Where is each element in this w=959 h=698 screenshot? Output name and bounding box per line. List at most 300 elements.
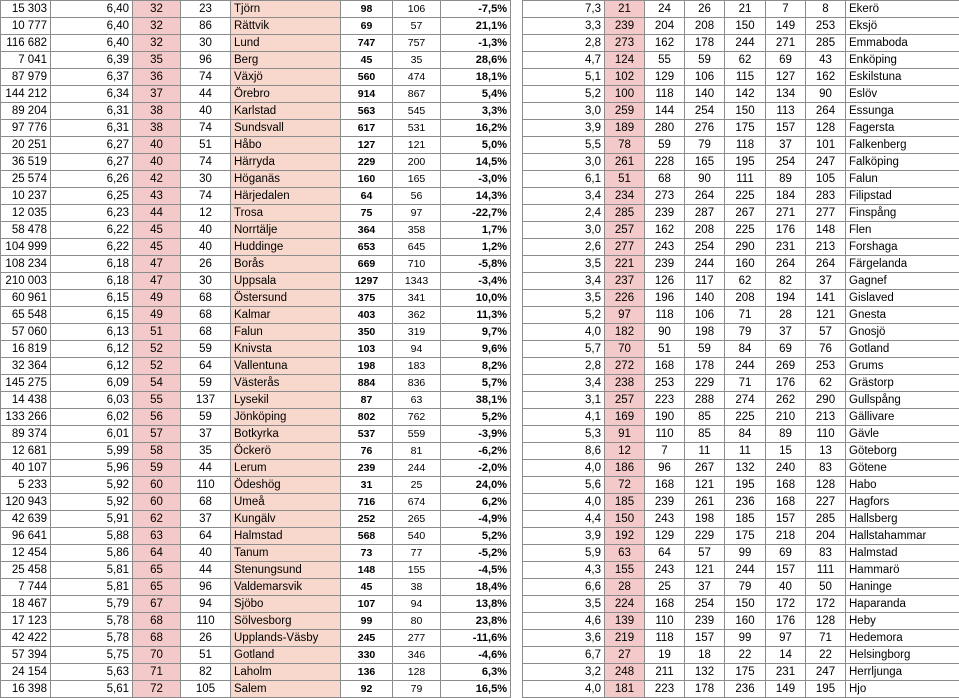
table-row [523, 341, 959, 358]
population-cell: 15 303 [1, 1, 51, 18]
municipality-name-cell: Karlstad [231, 103, 341, 120]
municipality-name-cell: Hallstahammar [846, 528, 959, 545]
change-rank-cell: 105 [181, 681, 231, 698]
rank-cell: 157 [766, 511, 806, 528]
table-row [523, 290, 959, 307]
rank-cell: 178 [685, 35, 725, 52]
score-cell: 6,09 [51, 375, 133, 392]
table-row [1, 426, 511, 443]
municipality-name-cell: Gagnef [846, 273, 959, 290]
count-current-cell: 45 [341, 579, 393, 596]
rank-cell: 43 [133, 188, 181, 205]
score-cell: 3,0 [523, 154, 605, 171]
rank-cell: 204 [645, 18, 685, 35]
rank-cell: 19 [645, 647, 685, 664]
score-cell: 5,92 [51, 494, 133, 511]
score-cell: 6,31 [51, 103, 133, 120]
count-previous-cell: 57 [393, 18, 441, 35]
count-current-cell: 245 [341, 630, 393, 647]
rank-cell: 100 [605, 86, 645, 103]
rank-cell: 190 [645, 409, 685, 426]
municipality-name-cell: Gislaved [846, 290, 959, 307]
population-cell: 5 233 [1, 477, 51, 494]
rank-cell: 55 [133, 392, 181, 409]
count-current-cell: 31 [341, 477, 393, 494]
rank-cell: 62 [725, 273, 766, 290]
rank-cell: 90 [645, 324, 685, 341]
municipality-name-cell: Haparanda [846, 596, 959, 613]
rank-cell: 196 [645, 290, 685, 307]
rank-cell: 181 [605, 681, 645, 698]
change-rank-cell: 74 [181, 154, 231, 171]
municipality-name-cell: Tanum [231, 545, 341, 562]
change-rank-cell: 68 [181, 494, 231, 511]
percent-change-cell: -5,2% [441, 545, 511, 562]
table-row [523, 86, 959, 103]
municipality-name-cell: Färgelanda [846, 256, 959, 273]
percent-change-cell: 1,2% [441, 239, 511, 256]
rank-cell: 264 [685, 188, 725, 205]
table-row [1, 35, 511, 52]
score-cell: 5,88 [51, 528, 133, 545]
table-row [1, 545, 511, 562]
score-cell: 3,5 [523, 256, 605, 273]
rank-cell: 32 [133, 18, 181, 35]
score-cell: 3,1 [523, 392, 605, 409]
rank-cell: 155 [605, 562, 645, 579]
table-row [523, 358, 959, 375]
population-cell: 145 275 [1, 375, 51, 392]
score-cell: 3,0 [523, 103, 605, 120]
count-current-cell: 99 [341, 613, 393, 630]
rank-cell: 192 [605, 528, 645, 545]
rank-cell: 78 [605, 137, 645, 154]
rank-cell: 168 [645, 358, 685, 375]
rank-cell: 57 [685, 545, 725, 562]
change-rank-cell: 74 [181, 188, 231, 205]
count-current-cell: 653 [341, 239, 393, 256]
count-current-cell: 1297 [341, 273, 393, 290]
count-current-cell: 75 [341, 205, 393, 222]
rank-cell: 148 [806, 222, 846, 239]
score-cell: 4,0 [523, 324, 605, 341]
municipality-name-cell: Herrljunga [846, 664, 959, 681]
rank-cell: 70 [605, 341, 645, 358]
rank-cell: 62 [806, 375, 846, 392]
percent-change-cell: -1,3% [441, 35, 511, 52]
rank-cell: 277 [605, 239, 645, 256]
rank-cell: 160 [725, 613, 766, 630]
municipality-name-cell: Göteborg [846, 443, 959, 460]
count-current-cell: 98 [341, 1, 393, 18]
rank-cell: 162 [645, 35, 685, 52]
count-current-cell: 73 [341, 545, 393, 562]
rank-cell: 26 [685, 1, 725, 18]
rank-cell: 134 [766, 86, 806, 103]
municipality-name-cell: Uppsala [231, 273, 341, 290]
table-row [1, 477, 511, 494]
rank-cell: 49 [133, 307, 181, 324]
rank-cell: 24 [645, 1, 685, 18]
score-cell: 5,6 [523, 477, 605, 494]
table-row [523, 460, 959, 477]
table-row [523, 69, 959, 86]
municipality-name-cell: Lerum [231, 460, 341, 477]
count-current-cell: 64 [341, 188, 393, 205]
change-rank-cell: 59 [181, 375, 231, 392]
rank-cell: 65 [133, 579, 181, 596]
rank-cell: 59 [133, 460, 181, 477]
rank-cell: 118 [645, 630, 685, 647]
table-row [523, 324, 959, 341]
rank-cell: 176 [766, 375, 806, 392]
count-current-cell: 884 [341, 375, 393, 392]
rank-cell: 68 [133, 613, 181, 630]
count-previous-cell: 244 [393, 460, 441, 477]
rank-cell: 264 [806, 256, 846, 273]
change-rank-cell: 86 [181, 18, 231, 35]
score-cell: 2,8 [523, 35, 605, 52]
rank-cell: 221 [605, 256, 645, 273]
rank-cell: 175 [725, 120, 766, 137]
municipality-name-cell: Grums [846, 358, 959, 375]
percent-change-cell: -4,5% [441, 562, 511, 579]
rank-cell: 79 [685, 137, 725, 154]
rank-cell: 105 [806, 171, 846, 188]
change-rank-cell: 26 [181, 256, 231, 273]
municipality-name-cell: Falun [846, 171, 959, 188]
rank-cell: 150 [725, 103, 766, 120]
rank-cell: 239 [685, 613, 725, 630]
rank-cell: 37 [685, 579, 725, 596]
table-row [1, 664, 511, 681]
population-cell: 36 519 [1, 154, 51, 171]
rank-cell: 118 [725, 137, 766, 154]
rank-cell: 244 [725, 358, 766, 375]
rank-cell: 198 [685, 324, 725, 341]
score-cell: 6,23 [51, 205, 133, 222]
municipality-name-cell: Ödeshög [231, 477, 341, 494]
population-cell: 57 394 [1, 647, 51, 664]
rank-cell: 247 [806, 154, 846, 171]
table-row [1, 69, 511, 86]
rank-cell: 264 [766, 256, 806, 273]
rank-cell: 257 [605, 392, 645, 409]
rank-cell: 244 [685, 256, 725, 273]
rank-cell: 40 [133, 137, 181, 154]
table-row [523, 188, 959, 205]
rank-cell: 228 [645, 154, 685, 171]
rank-cell: 106 [685, 69, 725, 86]
rank-cell: 239 [645, 256, 685, 273]
rank-cell: 102 [605, 69, 645, 86]
score-cell: 6,03 [51, 392, 133, 409]
count-current-cell: 103 [341, 341, 393, 358]
count-previous-cell: 867 [393, 86, 441, 103]
population-cell: 65 548 [1, 307, 51, 324]
rank-cell: 225 [725, 409, 766, 426]
score-cell: 6,1 [523, 171, 605, 188]
municipality-name-cell: Öckerö [231, 443, 341, 460]
count-previous-cell: 545 [393, 103, 441, 120]
table-row [523, 528, 959, 545]
table-row [523, 120, 959, 137]
population-cell: 25 458 [1, 562, 51, 579]
rank-cell: 68 [645, 171, 685, 188]
count-current-cell: 239 [341, 460, 393, 477]
population-cell: 96 641 [1, 528, 51, 545]
rank-cell: 224 [605, 596, 645, 613]
rank-cell: 82 [766, 273, 806, 290]
table-row [523, 273, 959, 290]
count-previous-cell: 165 [393, 171, 441, 188]
count-current-cell: 403 [341, 307, 393, 324]
rank-cell: 271 [766, 35, 806, 52]
rank-cell: 157 [685, 630, 725, 647]
rank-cell: 79 [725, 579, 766, 596]
table-row [1, 222, 511, 239]
percent-change-cell: 38,1% [441, 392, 511, 409]
count-previous-cell: 94 [393, 341, 441, 358]
rank-cell: 243 [645, 511, 685, 528]
count-previous-cell: 79 [393, 681, 441, 698]
rank-cell: 51 [645, 341, 685, 358]
rank-cell: 54 [133, 375, 181, 392]
rank-cell: 208 [725, 290, 766, 307]
population-cell: 120 943 [1, 494, 51, 511]
population-cell: 16 398 [1, 681, 51, 698]
rank-cell: 150 [605, 511, 645, 528]
population-cell: 116 682 [1, 35, 51, 52]
rank-cell: 239 [645, 494, 685, 511]
count-current-cell: 617 [341, 120, 393, 137]
score-cell: 3,5 [523, 596, 605, 613]
percent-change-cell: -3,9% [441, 426, 511, 443]
count-previous-cell: 277 [393, 630, 441, 647]
table-row [1, 52, 511, 69]
rank-cell: 110 [645, 426, 685, 443]
rank-cell: 59 [685, 341, 725, 358]
change-rank-cell: 40 [181, 222, 231, 239]
count-current-cell: 198 [341, 358, 393, 375]
score-cell: 6,25 [51, 188, 133, 205]
rank-cell: 38 [133, 120, 181, 137]
count-previous-cell: 674 [393, 494, 441, 511]
rank-cell: 172 [766, 596, 806, 613]
count-current-cell: 669 [341, 256, 393, 273]
municipality-name-cell: Falköping [846, 154, 959, 171]
percent-change-cell: 9,7% [441, 324, 511, 341]
table-row [1, 1, 511, 18]
rank-cell: 90 [685, 171, 725, 188]
count-current-cell: 87 [341, 392, 393, 409]
rank-cell: 237 [605, 273, 645, 290]
rank-cell: 67 [133, 596, 181, 613]
population-cell: 60 961 [1, 290, 51, 307]
table-row [523, 579, 959, 596]
rank-cell: 118 [645, 86, 685, 103]
score-cell: 6,15 [51, 290, 133, 307]
percent-change-cell: 5,2% [441, 528, 511, 545]
table-row [1, 596, 511, 613]
rank-cell: 168 [645, 596, 685, 613]
score-cell: 5,1 [523, 69, 605, 86]
rank-cell: 37 [766, 137, 806, 154]
table-row [523, 307, 959, 324]
table-row [523, 375, 959, 392]
count-previous-cell: 358 [393, 222, 441, 239]
rank-cell: 259 [605, 103, 645, 120]
rank-cell: 236 [725, 681, 766, 698]
rank-cell: 45 [133, 222, 181, 239]
rank-cell: 84 [725, 341, 766, 358]
rank-cell: 254 [685, 239, 725, 256]
score-cell: 6,40 [51, 18, 133, 35]
score-cell: 6,22 [51, 222, 133, 239]
rank-cell: 69 [766, 545, 806, 562]
table-row [1, 579, 511, 596]
municipality-name-cell: Essunga [846, 103, 959, 120]
table-row [523, 103, 959, 120]
municipality-name-cell: Gotland [846, 341, 959, 358]
count-previous-cell: 645 [393, 239, 441, 256]
rank-cell: 257 [605, 222, 645, 239]
change-rank-cell: 74 [181, 69, 231, 86]
rank-cell: 198 [685, 511, 725, 528]
rank-cell: 269 [766, 358, 806, 375]
count-previous-cell: 128 [393, 664, 441, 681]
table-row [1, 562, 511, 579]
table-row [1, 409, 511, 426]
rank-cell: 47 [133, 256, 181, 273]
rank-cell: 79 [725, 324, 766, 341]
rank-cell: 274 [725, 392, 766, 409]
municipality-name-cell: Hagfors [846, 494, 959, 511]
score-cell: 6,22 [51, 239, 133, 256]
rank-cell: 47 [133, 273, 181, 290]
table-row [1, 171, 511, 188]
rank-cell: 128 [806, 613, 846, 630]
percent-change-cell: 16,5% [441, 681, 511, 698]
count-previous-cell: 81 [393, 443, 441, 460]
rank-cell: 90 [806, 86, 846, 103]
percent-change-cell: 1,7% [441, 222, 511, 239]
rank-cell: 83 [806, 545, 846, 562]
rank-cell: 32 [133, 35, 181, 52]
table-row [1, 358, 511, 375]
table-row [523, 426, 959, 443]
rank-cell: 175 [725, 528, 766, 545]
table-row [523, 477, 959, 494]
score-cell: 6,40 [51, 1, 133, 18]
table-row [1, 443, 511, 460]
score-cell: 6,26 [51, 171, 133, 188]
municipality-name-cell: Västerås [231, 375, 341, 392]
rank-cell: 113 [766, 103, 806, 120]
score-cell: 3,4 [523, 188, 605, 205]
rank-cell: 254 [685, 103, 725, 120]
rank-cell: 141 [806, 290, 846, 307]
table-row [523, 35, 959, 52]
percent-change-cell: 23,8% [441, 613, 511, 630]
change-rank-cell: 68 [181, 324, 231, 341]
rank-cell: 28 [605, 579, 645, 596]
rank-cell: 52 [133, 358, 181, 375]
change-rank-cell: 30 [181, 273, 231, 290]
count-current-cell: 330 [341, 647, 393, 664]
rank-cell: 14 [766, 647, 806, 664]
municipality-name-cell: Gnosjö [846, 324, 959, 341]
count-previous-cell: 540 [393, 528, 441, 545]
rank-cell: 85 [685, 409, 725, 426]
municipality-name-cell: Trosa [231, 205, 341, 222]
rank-cell: 99 [725, 630, 766, 647]
municipality-name-cell: Stenungsund [231, 562, 341, 579]
rank-cell: 234 [605, 188, 645, 205]
table-row [1, 528, 511, 545]
municipality-name-cell: Lysekil [231, 392, 341, 409]
rank-cell: 195 [806, 681, 846, 698]
count-current-cell: 127 [341, 137, 393, 154]
score-cell: 6,39 [51, 52, 133, 69]
score-cell: 2,4 [523, 205, 605, 222]
rank-cell: 22 [725, 647, 766, 664]
rank-cell: 285 [806, 511, 846, 528]
rank-cell: 290 [806, 392, 846, 409]
population-cell: 89 204 [1, 103, 51, 120]
municipality-name-cell: Växjö [231, 69, 341, 86]
population-cell: 12 454 [1, 545, 51, 562]
score-cell: 6,15 [51, 307, 133, 324]
rank-cell: 11 [725, 443, 766, 460]
rank-cell: 162 [806, 69, 846, 86]
percent-change-cell: -22,7% [441, 205, 511, 222]
rank-cell: 142 [725, 86, 766, 103]
count-current-cell: 45 [341, 52, 393, 69]
rank-cell: 184 [766, 188, 806, 205]
rank-cell: 254 [685, 596, 725, 613]
score-cell: 2,8 [523, 358, 605, 375]
rank-cell: 69 [766, 341, 806, 358]
table-row [523, 137, 959, 154]
municipality-name-cell: Laholm [231, 664, 341, 681]
rank-cell: 225 [725, 222, 766, 239]
rank-cell: 121 [806, 307, 846, 324]
rank-cell: 37 [133, 86, 181, 103]
rank-cell: 7 [645, 443, 685, 460]
rank-cell: 118 [645, 307, 685, 324]
count-previous-cell: 559 [393, 426, 441, 443]
table-row [1, 375, 511, 392]
rank-cell: 243 [645, 562, 685, 579]
score-cell: 4,0 [523, 460, 605, 477]
rank-cell: 195 [725, 154, 766, 171]
rank-cell: 139 [605, 613, 645, 630]
municipality-name-cell: Härjedalen [231, 188, 341, 205]
municipality-name-cell: Eslöv [846, 86, 959, 103]
rank-cell: 285 [806, 35, 846, 52]
rank-cell: 35 [133, 52, 181, 69]
rank-cell: 99 [725, 545, 766, 562]
score-cell: 6,13 [51, 324, 133, 341]
rank-cell: 84 [725, 426, 766, 443]
score-cell: 5,91 [51, 511, 133, 528]
change-rank-cell: 110 [181, 613, 231, 630]
rank-cell: 27 [605, 647, 645, 664]
change-rank-cell: 40 [181, 545, 231, 562]
municipality-name-cell: Vallentuna [231, 358, 341, 375]
rank-cell: 272 [605, 358, 645, 375]
